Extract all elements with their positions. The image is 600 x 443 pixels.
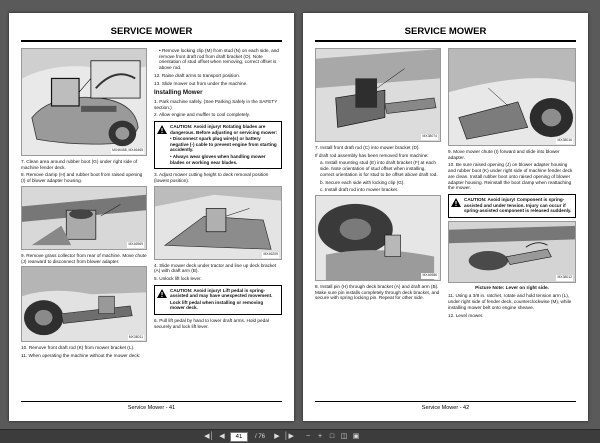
fullscreen-icon[interactable]: ▣ [352, 433, 360, 440]
total-pages-label: / 76 [254, 434, 265, 440]
draft-rod-figure [21, 266, 147, 342]
mower-deck-figure [21, 48, 147, 156]
step-text: 3. Adjust mower cutting height to deck removal position (lowest position). [154, 172, 269, 183]
step-text: 8. Remove clamp (H) and rubber boot from raised opening (I) of blower adapter housing. [21, 172, 143, 184]
step-text: 11. Using a 3/8 in. ratchet, rotate and hold tension arm (L), under right side of fender deck, counterclockwise (M), while installing mower belt onto engine sheave. [448, 293, 572, 310]
step-text: 9. Move mower chute (I) forward and slide into blower adapter. [448, 149, 560, 160]
caution-text: CAUTION: Avoid injury! Rotating blades are dangerous. Before adjusting or servicing mower: [170, 124, 278, 135]
step-text: 5. Unlock lift lock lever. [154, 276, 202, 281]
caution-box [154, 285, 282, 315]
page-header [315, 23, 576, 42]
pdf-viewer-toolbar [0, 429, 600, 443]
step-text: 4. Slide mower deck under tractor and line up deck bracket (A) with draft arm (B). [154, 262, 277, 274]
step-text: 12. Raise draft arms to transport position. [154, 72, 240, 78]
step-text: 10. Be sure raised opening (J) on blower adapter housing and rubber boot (K) under right side of machine fender deck are clean. Install rubber boot onto raised opening of blower adapter housing. Reinstall the boot clamp when reattaching the mower. [448, 162, 573, 191]
document-page-right [303, 13, 588, 421]
mower-chute-figure [448, 48, 576, 146]
deck-bracket-figure [154, 186, 282, 260]
blower-housing-figure [21, 186, 147, 250]
two-page-view-icon[interactable]: ◫ [340, 433, 348, 440]
first-page-icon[interactable]: ◀│ [204, 433, 214, 440]
tension-arm-figure [448, 221, 576, 283]
warning-triangle-icon [157, 125, 167, 134]
step-text: 7. Clean area around rubber boot (G) under right side of machine fender deck. [21, 159, 138, 170]
page-footer: Service Mower - 42 [315, 401, 576, 411]
step-text: 9. Remove grass collector from rear of machine. Move chute (J) rearward to disconnect from blower adapter. [21, 252, 147, 264]
page-footer: Service Mower - 41 [21, 401, 282, 411]
step-text: 11. When operating the machine without the mower deck: [21, 352, 141, 358]
previous-page-icon[interactable]: ◀ [219, 433, 225, 440]
substep-text: c. Install draft rod into mower bracket. [320, 187, 399, 193]
figure-code: MX38012 [557, 275, 572, 279]
figure-code: MX46209 [263, 251, 278, 256]
caution-text: • Always wear gloves when handling mower blades or working near blades. [170, 154, 266, 165]
caution-box [154, 121, 282, 169]
deck-pin-figure [315, 195, 441, 281]
warning-triangle-icon [157, 289, 167, 298]
caution-text: CAUTION: Avoid injury! Lift pedal is spring-assisted and may have unexpected movement. [170, 287, 273, 299]
caution-text: • Disconnect spark plug wire(s) or battery negative (-) cable to prevent engine from starting accidently. [170, 136, 277, 153]
caution-box [448, 194, 576, 218]
page-number-input[interactable] [230, 432, 248, 442]
caution-text: Lock lift pedal when installing or removing mower deck. [170, 299, 264, 311]
picture-note: Picture Note: Lever on right side. [475, 284, 549, 290]
caution-text: CAUTION: Avoid injury! Component is spring-assisted and under tension. Injury can occur if spring-assisted component is released suddenly. [464, 196, 572, 214]
figure-code: MX38016 [557, 138, 572, 143]
last-page-icon[interactable]: │▶ [284, 433, 294, 440]
page-header [21, 23, 282, 42]
step-text: 2. Allow engine and muffler to cool completely. [154, 112, 250, 118]
substep-text: a. Install mounting stud (E) into draft bracket (F) at each side. Note orientation of stud offset when installing, correct orientation is for stud to be offset above draft rod. [320, 160, 438, 177]
left-column-1 [21, 48, 147, 361]
document-page-left [9, 13, 294, 421]
right-column-2 [448, 48, 576, 320]
zoom-in-icon[interactable]: + [317, 433, 323, 440]
step-text: 12. Level mower. [448, 312, 484, 318]
page-title: SERVICE MOWER [110, 26, 193, 37]
step-text: 13. Slide mower out from under the machine. [154, 80, 248, 86]
left-column-2 [154, 48, 282, 331]
step-text: 6. Pull lift pedal by hand to lower draft arms. Hold pedal securely and lock lift lever. [154, 318, 269, 329]
page-title: SERVICE MOWER [404, 26, 487, 37]
mower-bracket-figure [315, 48, 441, 142]
figure-code: MX46986 [422, 273, 437, 278]
intro-text: If draft rod assembly has been removed from machine: [315, 152, 429, 158]
figure-code: MX46969 [128, 242, 143, 247]
substep-text: b. Secure each side with locking clip (G). [320, 179, 405, 185]
fit-page-icon[interactable]: □ [329, 433, 335, 440]
right-column-1 [315, 48, 441, 303]
warning-triangle-icon [451, 198, 461, 207]
next-page-icon[interactable]: ▶ [274, 433, 280, 440]
step-text: 7. Install front draft rod (C) into mower bracket (D). [315, 145, 420, 150]
section-heading: Installing Mower [154, 89, 203, 97]
bullet-text: • Remove locking clip (M) from stud (N) on each side, and remove front draft rod from draft bracket (O). Note orientation of stud offset when removing, correct offset is above rod. [159, 48, 279, 71]
figure-code: MX46458, MX46465 [112, 148, 143, 153]
figure-code: MX38011 [128, 334, 143, 339]
figure-code: MX38074 [422, 134, 437, 139]
step-text: 8. Install pin (H) through deck bracket (A) and draft arm (B). Make sure pin installs completely through deck bracket, and secure with spring locking pin. Repeat for other side. [315, 283, 440, 301]
step-text: 10. Remove front draft rod (K) from mower bracket (L). [21, 345, 135, 351]
step-text: 1. Park machine safely. (See Parking Safely in the SAFETY section.) [154, 98, 278, 110]
zoom-out-icon[interactable]: − [305, 433, 311, 440]
